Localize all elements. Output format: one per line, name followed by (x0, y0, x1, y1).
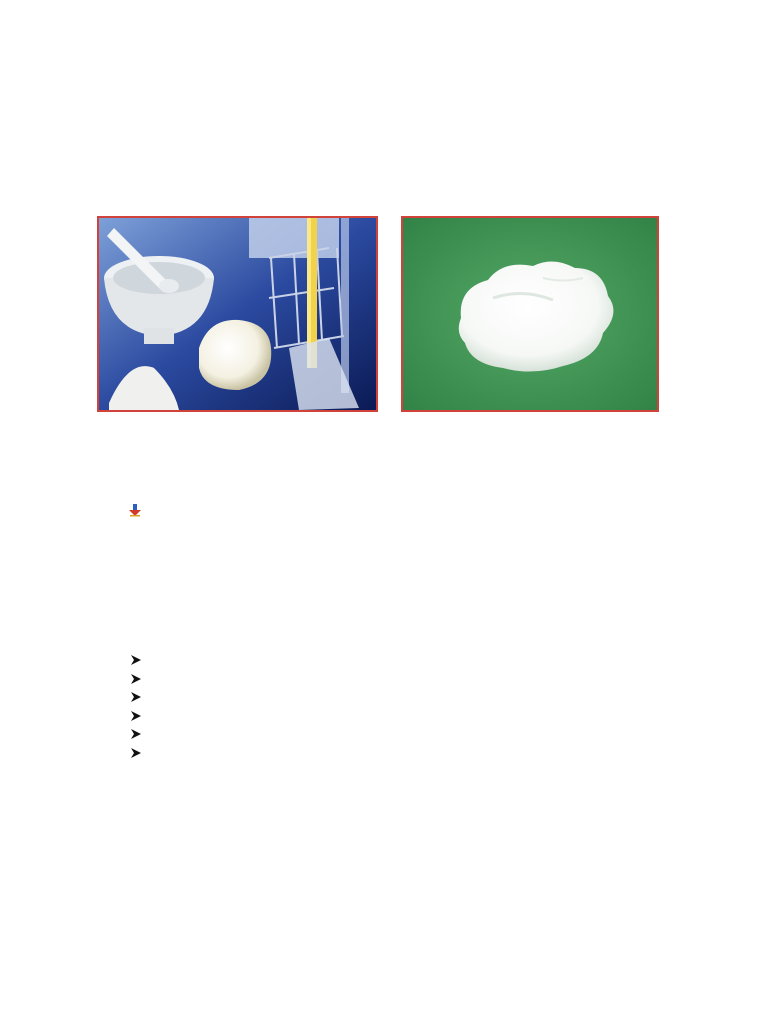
list-item (130, 651, 152, 670)
chevron-right-icon (130, 747, 142, 759)
border-top (28, 29, 740, 55)
list-item (130, 725, 152, 744)
preparation-paragraph (130, 796, 662, 815)
ingredient-list (130, 651, 152, 762)
list-item (130, 707, 152, 726)
white-paste-photo (401, 216, 659, 412)
border-bottom (28, 937, 740, 963)
list-item (130, 670, 152, 689)
lab-mortar-photo (97, 216, 378, 412)
chevron-right-icon (130, 673, 142, 685)
border-left (30, 58, 56, 938)
border-right (714, 58, 740, 938)
list-item (130, 744, 152, 763)
definition-paragraph (106, 140, 662, 159)
arrow-bullet-icon (128, 503, 142, 517)
list-item (130, 688, 152, 707)
chevron-right-icon (130, 654, 142, 666)
chevron-right-icon (130, 710, 142, 722)
white-paste-illustration (403, 218, 657, 410)
subsection-heading (128, 503, 150, 517)
chevron-right-icon (130, 728, 142, 740)
chevron-right-icon (130, 691, 142, 703)
lab-mortar-illustration (99, 218, 376, 410)
